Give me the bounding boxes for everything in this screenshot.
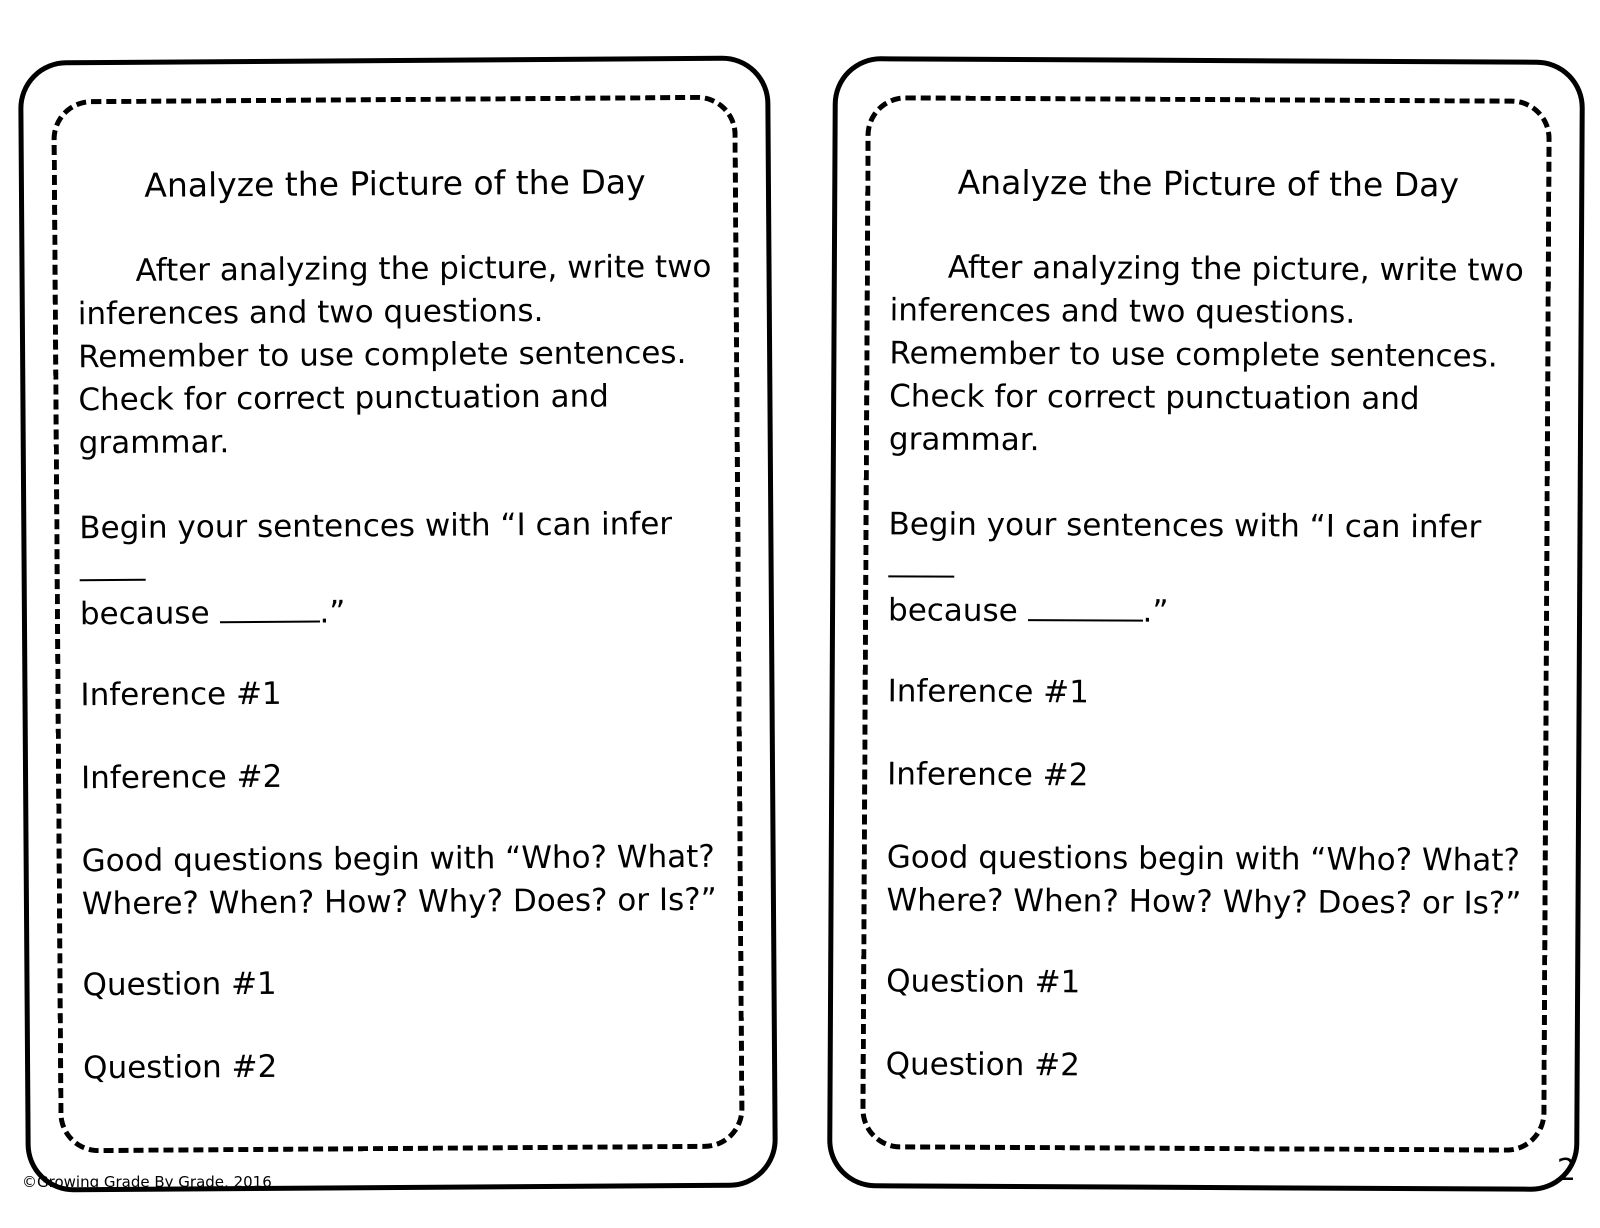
blank-line [1028,591,1143,622]
instructions: After analyzing the picture, write two inferences and two questions. Remember to use complete sentences. Check for correct punctuation and grammar. [77,248,712,461]
dashed-border [860,95,1552,1153]
inference-2-label: Inference #2 [887,755,1089,793]
question-1-label: Question #1 [82,965,277,1003]
question-1-label: Question #1 [886,962,1081,1000]
instructions: After analyzing the picture, write two inferences and two questions. Remember to use complete sentences. Check for correct punctuation and grammar. [888,249,1524,458]
dashed-border [51,95,744,1154]
page-number: 2 [1556,1153,1576,1188]
inference-1-label: Inference #1 [80,675,282,713]
question-2-label: Question #2 [885,1045,1081,1083]
sentence-starter: Begin your sentences with “I can infer because .” [887,505,1482,630]
blank-line [219,592,319,623]
card-title: Analyze the Picture of the Day [144,162,646,205]
task-card-left [18,55,778,1192]
card-title: Analyze the Picture of the Day [957,162,1460,205]
task-card-right [827,56,1585,1192]
card-content [77,162,719,1090]
sentence-starter: Begin your sentences with “I can infer because .” [79,505,673,632]
question-2-label: Question #2 [82,1048,278,1086]
copyright-footer: ©Growing Grade By Grade, 2016 [22,1173,272,1191]
question-tips: Good questions begin with “Who? What? Where? When? How? Why? Does? or Is?” [886,838,1522,922]
blank-line [79,550,145,580]
blank-line [888,547,954,577]
card-content [886,162,1527,1089]
inference-1-label: Inference #1 [887,672,1089,710]
question-tips: Good questions begin with “Who? What? Where? When? How? Why? Does? or Is?” [81,838,717,922]
inference-2-label: Inference #2 [80,758,283,796]
